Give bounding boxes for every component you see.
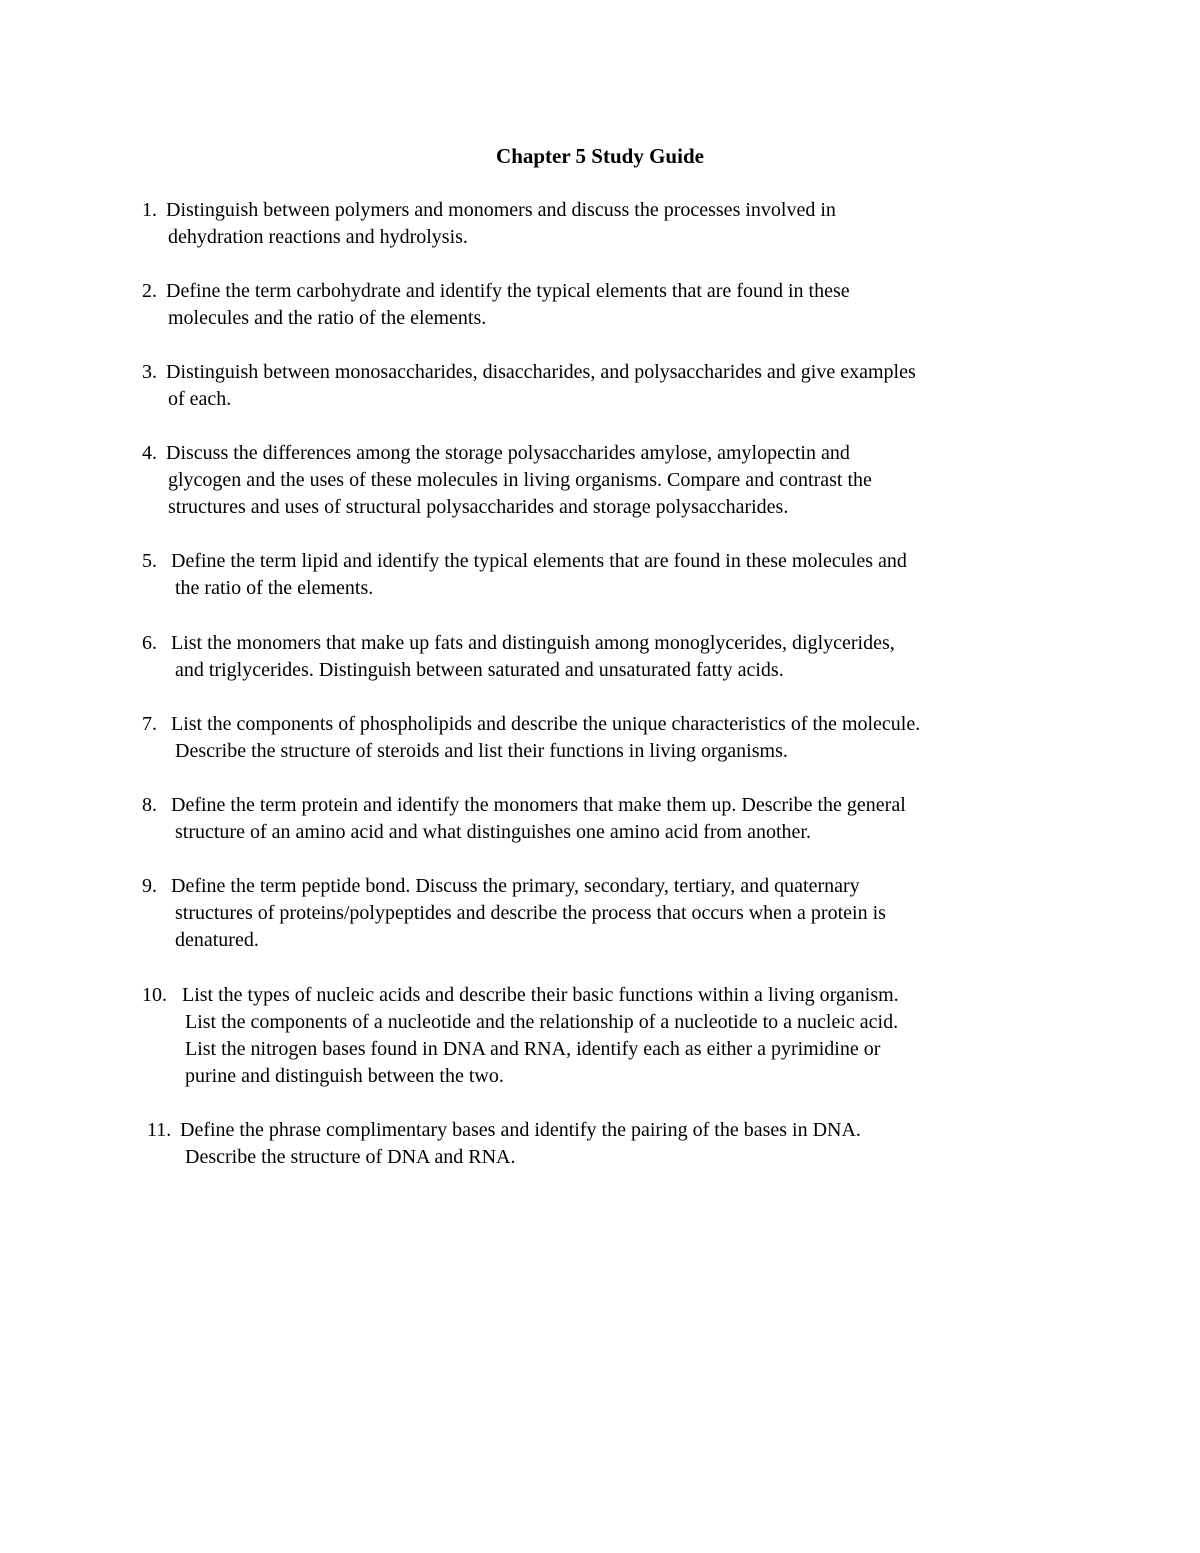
question-text: Define the phrase complimentary bases and identify the pairing of the bases in DNA. <box>180 1119 861 1141</box>
question-text: Distinguish between polymers and monomers and discuss the processes involved in <box>166 199 836 221</box>
question-number: 4. <box>142 442 157 464</box>
question-number: 10. <box>142 984 167 1006</box>
question-line <box>142 197 1072 224</box>
question-7 <box>142 711 1072 765</box>
question-line <box>142 359 1072 386</box>
question-text: glycogen and the uses of these molecules in living organisms. Compare and contrast the <box>168 469 872 491</box>
question-line <box>142 630 1072 657</box>
question-4 <box>142 440 1072 521</box>
question-text: structure of an amino acid and what distinguishes one amino acid from another. <box>175 821 811 843</box>
question-text: List the monomers that make up fats and distinguish among monoglycerides, diglycerides, <box>171 632 895 654</box>
question-text: the ratio of the elements. <box>175 577 374 599</box>
question-number: 7. <box>142 713 157 735</box>
page-title: Chapter 5 Study Guide <box>496 144 704 168</box>
question-line <box>142 278 1072 305</box>
question-text: Define the term protein and identify the monomers that make them up. Describe the general <box>171 794 906 816</box>
question-text: List the components of phospholipids and describe the unique characteristics of the molecule. <box>171 713 921 735</box>
question-line <box>142 711 1072 738</box>
question-line <box>142 440 1072 467</box>
question-number: 11. <box>147 1119 172 1141</box>
question-9 <box>142 873 1072 954</box>
question-6 <box>142 630 1072 684</box>
question-number: 9. <box>142 875 157 897</box>
question-text: List the nitrogen bases found in DNA and RNA, identify each as either a pyrimidine or <box>185 1038 881 1060</box>
question-number: 2. <box>142 280 157 302</box>
question-number: 6. <box>142 632 157 654</box>
question-8 <box>142 792 1072 846</box>
question-text: Distinguish between monosaccharides, disaccharides, and polysaccharides and give examples <box>166 361 916 383</box>
question-text: purine and distinguish between the two. <box>185 1065 504 1087</box>
question-number: 5. <box>142 550 157 572</box>
question-1 <box>142 197 1072 251</box>
question-text: Define the term lipid and identify the typical elements that are found in these molecules and <box>171 550 907 572</box>
question-text: structures of proteins/polypeptides and describe the process that occurs when a protein is <box>175 902 886 924</box>
question-text: Describe the structure of DNA and RNA. <box>185 1146 516 1168</box>
question-text: structures and uses of structural polysaccharides and storage polysaccharides. <box>168 496 789 518</box>
question-5 <box>142 548 1072 602</box>
question-text: and triglycerides. Distinguish between saturated and unsaturated fatty acids. <box>175 659 784 681</box>
question-text: molecules and the ratio of the elements. <box>168 307 487 329</box>
question-text: List the components of a nucleotide and the relationship of a nucleotide to a nucleic acid. <box>185 1011 899 1033</box>
question-line <box>147 1117 1077 1144</box>
question-text: denatured. <box>175 929 259 951</box>
question-3 <box>142 359 1072 413</box>
question-text: List the types of nucleic acids and describe their basic functions within a living organism. <box>182 984 899 1006</box>
question-line <box>142 873 1072 900</box>
question-number: 8. <box>142 794 157 816</box>
question-2 <box>142 278 1072 332</box>
question-text: Discuss the differences among the storage polysaccharides amylose, amylopectin and <box>166 442 850 464</box>
question-text: dehydration reactions and hydrolysis. <box>168 226 468 248</box>
question-text: Describe the structure of steroids and list their functions in living organisms. <box>175 740 788 762</box>
question-text: of each. <box>168 388 232 410</box>
question-text: Define the term peptide bond. Discuss the primary, secondary, tertiary, and quaternary <box>171 875 860 897</box>
question-10 <box>142 982 1072 1090</box>
question-number: 3. <box>142 361 157 383</box>
question-line <box>142 548 1072 575</box>
question-number: 1. <box>142 199 157 221</box>
question-11 <box>147 1117 1077 1171</box>
question-line <box>142 982 1072 1009</box>
question-line <box>142 792 1072 819</box>
question-text: Define the term carbohydrate and identify the typical elements that are found in these <box>166 280 850 302</box>
